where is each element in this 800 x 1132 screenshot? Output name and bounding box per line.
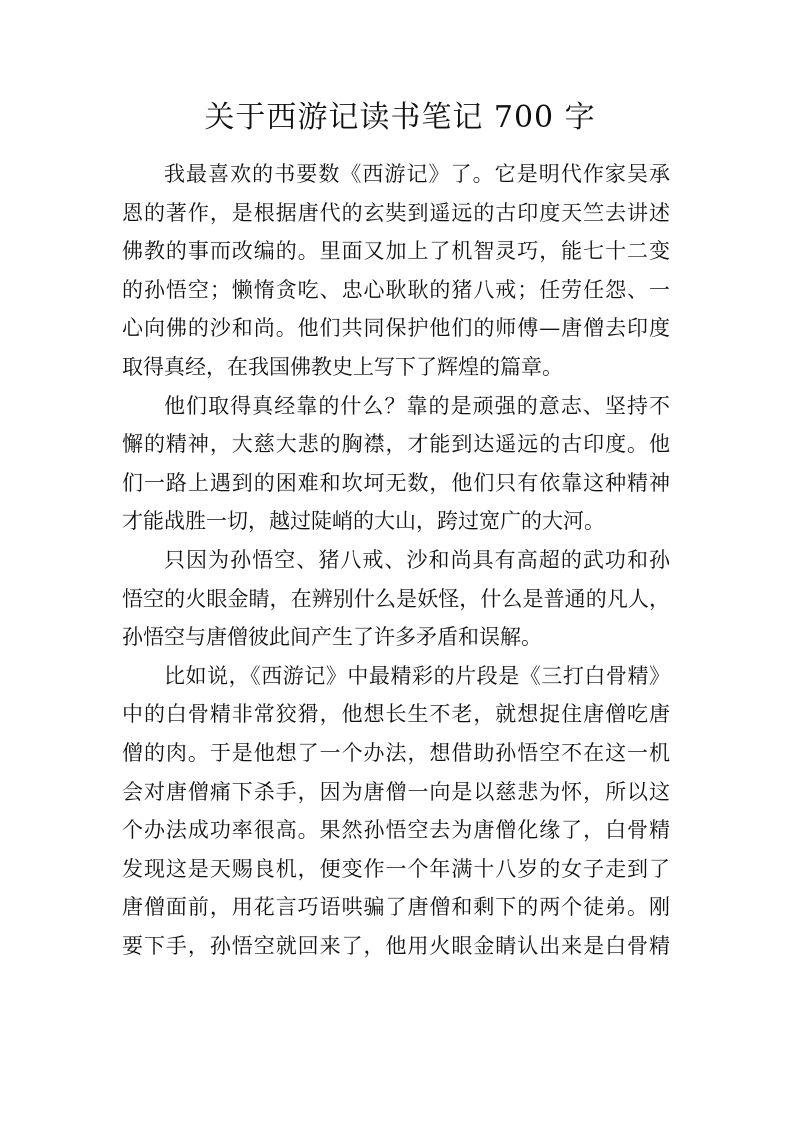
paragraph [122, 541, 670, 657]
text-line: 我最喜欢的书要数《西游记》了。它是明代作家吴承 [164, 162, 670, 186]
document-body [122, 155, 670, 965]
text-line: 悟空的火眼金睛，在辨别什么是妖怪，什么是普通的凡人， [122, 586, 670, 611]
text-line: 比如说，《西游记》中最精彩的片段是《三打白骨精》 [164, 663, 670, 688]
text-line: 发现这是天赐良机，便变作一个年满十八岁的女子走到了 [122, 856, 670, 881]
text-line: 个办法成功率很高。果然孙悟空去为唐僧化缘了，白骨精 [122, 818, 670, 843]
text-line: 们一路上遇到的困难和坎坷无数，他们只有依靠这种精神 [122, 470, 670, 495]
text-line: 中的白骨精非常狡猾，他想长生不老，就想捉住唐僧吃唐 [122, 702, 670, 727]
text-line: 他们取得真经靠的什么？靠的是顽强的意志、坚持不 [164, 393, 670, 418]
text-line: 心向佛的沙和尚。他们共同保护他们的师傅—唐僧去印度 [122, 316, 670, 341]
text-line: 的孙悟空；懒惰贪吃、忠心耿耿的猪八戒；任劳任怨、一 [122, 277, 670, 302]
document-title: 关于西游记读书笔记 700 字 [204, 100, 596, 135]
text-line: 恩的著作，是根据唐代的玄奘到遥远的古印度天竺去讲述 [122, 200, 670, 225]
text-line: 佛教的事而改编的。里面又加上了机智灵巧，能七十二变 [122, 239, 670, 264]
text-line: 要下手，孙悟空就回来了，他用火眼金睛认出来是白骨精 [122, 933, 670, 958]
text-line: 取得真经，在我国佛教史上写下了辉煌的篇章。 [122, 354, 563, 379]
text-line: 懈的精神，大慈大悲的胸襟，才能到达遥远的古印度。他 [122, 432, 670, 457]
text-line: 唐僧面前，用花言巧语哄骗了唐僧和剩下的两个徒弟。刚 [122, 895, 670, 920]
text-line: 会对唐僧痛下杀手，因为唐僧一向是以慈悲为怀，所以这 [122, 779, 670, 804]
text-line: 才能战胜一切，越过陡峭的大山，跨过宽广的大河。 [122, 509, 605, 534]
paragraph [122, 657, 670, 966]
text-line: 只因为孙悟空、猪八戒、沙和尚具有高超的武功和孙 [164, 547, 670, 572]
paragraph [122, 387, 670, 541]
text-line: 孙悟空与唐僧彼此间产生了许多矛盾和误解。 [122, 625, 542, 650]
text-line: 僧的肉。于是他想了一个办法，想借助孙悟空不在这一机 [122, 740, 670, 765]
paragraph [122, 155, 670, 387]
